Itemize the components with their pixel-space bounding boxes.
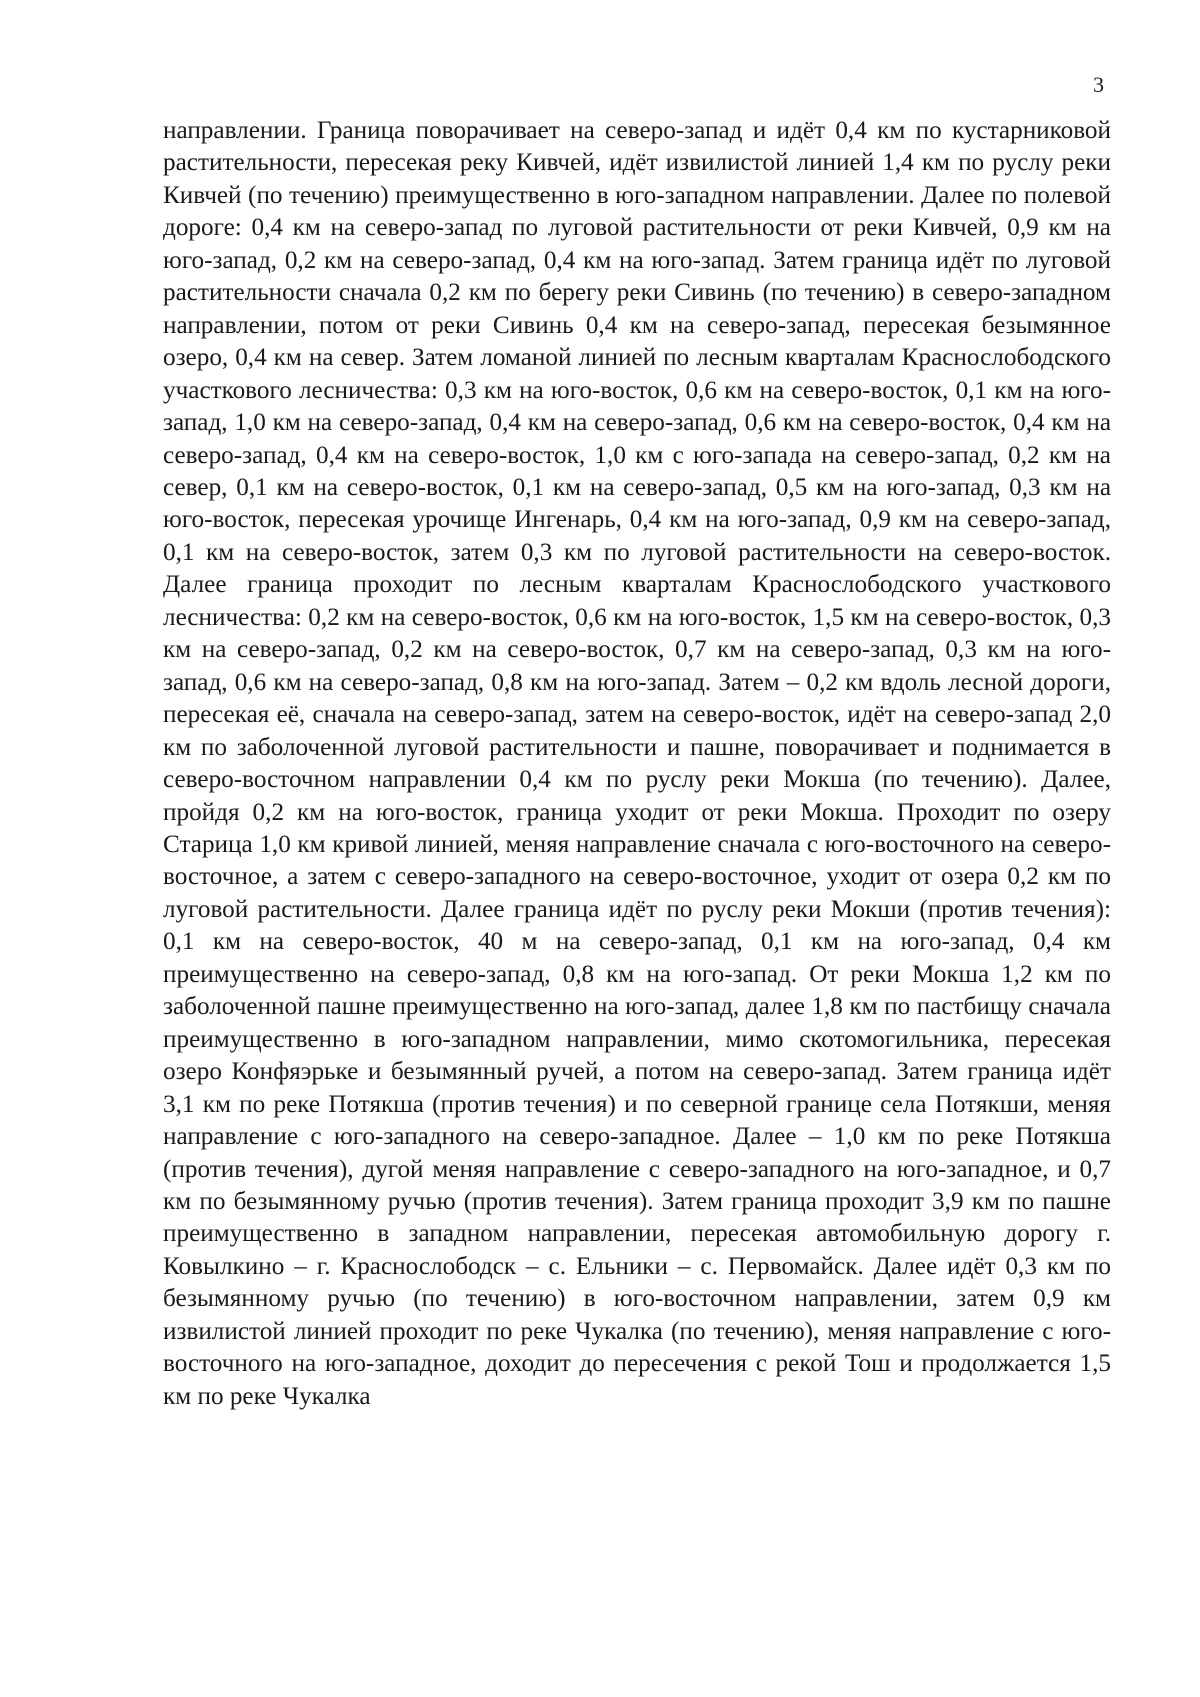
body-text: направлении. Граница поворачивает на северо-запад и идёт 0,4 км по кустарниковой растительности, пересекая реку Кивчей, идёт извилистой линией 1,4 км по руслу реки Кивчей (по течению) преимущественно в юго-западном направлении. Далее по полевой дороге: 0,4 км на северо-запад по луговой растительности от реки Кивчей, 0,9 км на юго-запад, 0,2 км на северо-запад, 0,4 км на юго-запад. Затем граница идёт по луговой растительности сначала 0,2 км по берегу реки Сивинь (по течению) в северо-западном направлении, потом от реки Сивинь 0,4 км на северо-запад, пересекая безымянное озеро, 0,4 км на север. Затем ломаной линией по лесным кварталам Краснослободского участкового лесничества: 0,3 км на юго-восток, 0,6 км на северо-восток, 0,1 км на юго-запад, 1,0 км на северо-запад, 0,4 км на северо-запад, 0,6 км на северо-восток, 0,4 км на северо-запад, 0,4 км на северо-восток, 1,0 км с юго-запада на северо-запад, 0,2 км на север, 0,1 км на северо-восток, 0,1 км на северо-запад, 0,5 км на юго-запад, 0,3 км на юго-восток, пересекая урочище Ингенарь, 0,4 км на юго-запад, 0,9 км на северо-запад, 0,1 км на северо-восток, затем 0,3 км по луговой растительности на северо-восток. Далее граница проходит по лесным кварталам Краснослободского участкового лесничества: 0,2 км на северо-восток, 0,6 км на юго-восток, 1,5 км на северо-восток, 0,3 км на северо-запад, 0,2 км на северо-восток, 0,7 км на северо-запад, 0,3 км на юго-запад, 0,6 км на северо-запад, 0,8 км на юго-запад. Затем – 0,2 км вдоль лесной дороги, пересекая её, сначала на северо-запад, затем на северо-восток, идёт на северо-запад 2,0 км по заболоченной луговой растительности и пашне, поворачивает и поднимается в северо-восточном направлении 0,4 км по руслу реки Мокша (по течению). Далее, пройдя 0,2 км на юго-восток, граница уходит от реки Мокша. Проходит по озеру Старица 1,0 км кривой линией, меняя направление сначала с юго-восточного на северо-восточное, а затем с северо-западного на северо-восточное, уходит от озера 0,2 км по луговой растительности. Далее граница идёт по руслу реки Мокши (против течения): 0,1 км на северо-восток, 40 м на северо-запад, 0,1 км на юго-запад, 0,4 км преимущественно на северо-запад, 0,8 км на юго-запад. От реки Мокша 1,2 км по заболоченной пашне преимущественно на юго-запад, далее 1,8 км по пастбищу сначала преимущественно в юго-западном направлении, мимо скотомогильника, пересекая озеро Конфяэрьке и безымянный ручей, а потом на северо-запад. Затем граница идёт 3,1 км по реке Потякша (против течения) и по северной границе села Потякши, меняя направление с юго-западного на северо-западное. Далее – 1,0 км по реке Потякша (против течения), дугой меняя направление с северо-западного на юго-западное, и 0,7 км по безымянному ручью (против течения). Затем граница проходит 3,9 км по пашне преимущественно в западном направлении, пересекая автомобильную дорогу г. Ковылкино – г. Краснослободск – с. Ельники – с. Первомайск. Далее идёт 0,3 км по безымянному ручью (по течению) в юго-восточном направлении, затем 0,9 км извилистой линией проходит по реке Чукалка (по течению), меняя направление с юго-восточного на юго-западное, доходит до пересечения с рекой Тош и продолжается 1,5 км по реке Чукалка xyxy=(163,117,1111,1410)
page-number: 3 xyxy=(1093,72,1104,97)
